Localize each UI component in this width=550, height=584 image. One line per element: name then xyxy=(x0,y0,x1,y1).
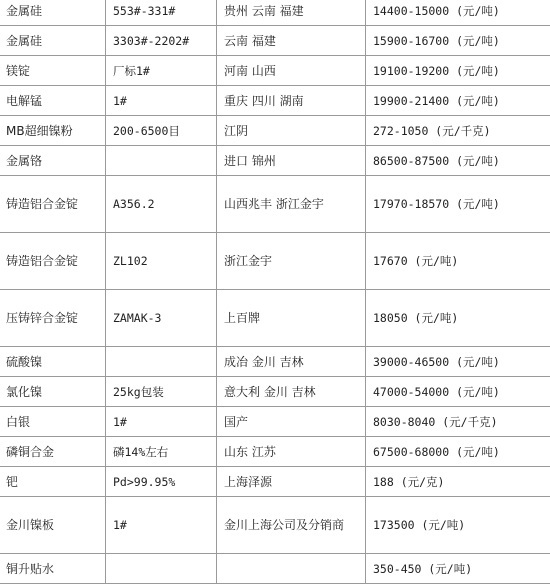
price-cell: 8030-8040 (元/千克) xyxy=(366,407,550,437)
price-cell: 188 (元/克) xyxy=(366,467,550,497)
origin-cell: 浙江金宇 xyxy=(217,233,366,290)
price-cell: 39000-46500 (元/吨) xyxy=(366,347,550,377)
origin-cell: 江阴 xyxy=(217,116,366,146)
product-name-cell: 金川镍板 xyxy=(0,497,106,554)
price-cell: 173500 (元/吨) xyxy=(366,497,550,554)
origin-cell: 山东 江苏 xyxy=(217,437,366,467)
price-cell: 86500-87500 (元/吨) xyxy=(366,146,550,176)
price-cell: 19100-19200 (元/吨) xyxy=(366,56,550,86)
product-name-cell: 白银 xyxy=(0,407,106,437)
price-cell: 17670 (元/吨) xyxy=(366,233,550,290)
spec-cell: 1# xyxy=(106,407,217,437)
origin-cell xyxy=(217,554,366,584)
product-name-cell: 铸造铝合金锭 xyxy=(0,176,106,233)
table-row xyxy=(0,497,550,554)
spec-cell: A356.2 xyxy=(106,176,217,233)
table-row xyxy=(0,467,550,497)
spec-cell: ZL102 xyxy=(106,233,217,290)
table-row xyxy=(0,86,550,116)
product-name-cell: 压铸锌合金锭 xyxy=(0,290,106,347)
spec-cell: 3303#-2202# xyxy=(106,26,217,56)
product-name-cell: 硫酸镍 xyxy=(0,347,106,377)
spec-cell xyxy=(106,554,217,584)
product-name-cell: 铸造铝合金锭 xyxy=(0,233,106,290)
spec-cell: Pd>99.95% xyxy=(106,467,217,497)
table-row xyxy=(0,146,550,176)
product-name-cell: 铜升贴水 xyxy=(0,554,106,584)
product-name-cell: 钯 xyxy=(0,467,106,497)
spec-cell xyxy=(106,347,217,377)
table-row xyxy=(0,554,550,584)
table-row xyxy=(0,377,550,407)
price-cell: 18050 (元/吨) xyxy=(366,290,550,347)
product-name-cell: 金属硅 xyxy=(0,26,106,56)
origin-cell: 成冶 金川 吉林 xyxy=(217,347,366,377)
origin-cell: 重庆 四川 湖南 xyxy=(217,86,366,116)
origin-cell: 进口 锦州 xyxy=(217,146,366,176)
origin-cell: 山西兆丰 浙江金宇 xyxy=(217,176,366,233)
table-row xyxy=(0,26,550,56)
spec-cell: 厂标1# xyxy=(106,56,217,86)
origin-cell: 河南 山西 xyxy=(217,56,366,86)
spec-cell: 磷14%左右 xyxy=(106,437,217,467)
spec-cell xyxy=(106,146,217,176)
spec-cell: ZAMAK-3 xyxy=(106,290,217,347)
product-name-cell: 金属铬 xyxy=(0,146,106,176)
origin-cell: 国产 xyxy=(217,407,366,437)
table-row xyxy=(0,347,550,377)
origin-cell: 贵州 云南 福建 xyxy=(217,0,366,26)
origin-cell: 上百牌 xyxy=(217,290,366,347)
table-row xyxy=(0,290,550,347)
product-name-cell: 镁锭 xyxy=(0,56,106,86)
product-name-cell: 金属硅 xyxy=(0,0,106,26)
table-row xyxy=(0,233,550,290)
spec-cell: 1# xyxy=(106,497,217,554)
price-cell: 15900-16700 (元/吨) xyxy=(366,26,550,56)
price-cell: 19900-21400 (元/吨) xyxy=(366,86,550,116)
table-row xyxy=(0,0,550,26)
spec-cell: 25kg包装 xyxy=(106,377,217,407)
table-row xyxy=(0,116,550,146)
price-cell: 350-450 (元/吨) xyxy=(366,554,550,584)
price-cell: 17970-18570 (元/吨) xyxy=(366,176,550,233)
table-row xyxy=(0,437,550,467)
product-name-cell: 氯化镍 xyxy=(0,377,106,407)
spec-cell: 1# xyxy=(106,86,217,116)
origin-cell: 意大利 金川 吉林 xyxy=(217,377,366,407)
product-name-cell: 电解锰 xyxy=(0,86,106,116)
price-cell: 14400-15000 (元/吨) xyxy=(366,0,550,26)
spec-cell: 200-6500目 xyxy=(106,116,217,146)
product-name-cell: 磷铜合金 xyxy=(0,437,106,467)
spec-cell: 553#-331# xyxy=(106,0,217,26)
table-row xyxy=(0,407,550,437)
table-row xyxy=(0,176,550,233)
product-name-cell: MB超细镍粉 xyxy=(0,116,106,146)
price-cell: 47000-54000 (元/吨) xyxy=(366,377,550,407)
origin-cell: 云南 福建 xyxy=(217,26,366,56)
origin-cell: 金川上海公司及分销商 xyxy=(217,497,366,554)
price-cell: 67500-68000 (元/吨) xyxy=(366,437,550,467)
table-row xyxy=(0,56,550,86)
price-cell: 272-1050 (元/千克) xyxy=(366,116,550,146)
origin-cell: 上海泽源 xyxy=(217,467,366,497)
